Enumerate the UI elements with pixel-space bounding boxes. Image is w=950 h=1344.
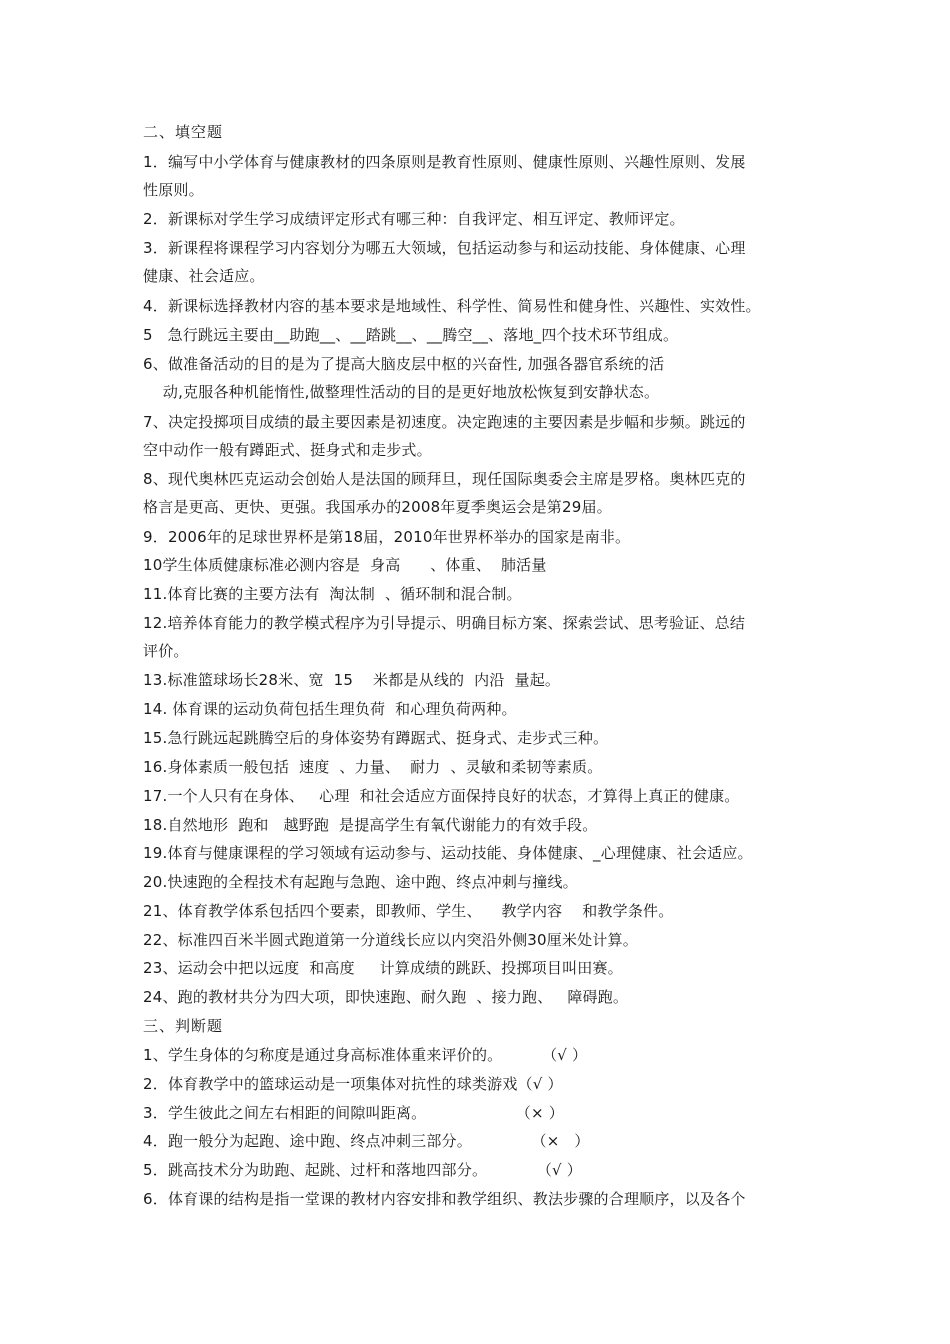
text-line: 评价。	[143, 642, 189, 660]
text-line: 3．学生彼此之间左右相距的间隙叫距离。 （× ）	[143, 1104, 564, 1122]
text-line: 13.标准篮球场长28米、宽 15 米都是从线的 内沿 量起。	[143, 671, 561, 689]
text-line: 性原则。	[143, 181, 204, 199]
text-line: 7、决定投掷项目成绩的最主要因素是初速度。决定跑速的主要因素是步幅和步频。跳远的	[143, 413, 746, 431]
text-line: 5 急行跳远主要由__助跑__、__踏跳__、__腾空__、落地_四个技术环节组成。	[143, 326, 679, 344]
text-line: 10学生体质健康标准必测内容是 身高 、体重、 肺活量	[143, 556, 547, 574]
text-line: 2．新课标对学生学习成绩评定形式有哪三种：自我评定、相互评定、教师评定。	[143, 210, 685, 228]
text-line: 健康、社会适应。	[143, 267, 265, 285]
text-line: 21、体育教学体系包括四个要素，即教师、学生、 教学内容 和教学条件。	[143, 902, 674, 920]
text-line: 9．2006年的足球世界杯是第18届，2010年世界杯举办的国家是南非。	[143, 528, 631, 546]
text-line: 18.自然地形 跑和 越野跑 是提高学生有氧代谢能力的有效手段。	[143, 816, 598, 834]
text-line: 6、做准备活动的目的是为了提高大脑皮层中枢的兴奋性, 加强各器官系统的活	[143, 355, 665, 373]
text-line: 16.身体素质一般包括 速度 、力量、 耐力 、灵敏和柔韧等素质。	[143, 758, 603, 776]
text-line: 4．新课标选择教材内容的基本要求是地域性、科学性、简易性和健身性、兴趣性、实效性。	[143, 297, 761, 315]
text-line: 23、运动会中把以远度 和高度 计算成绩的跳跃、投掷项目叫田赛。	[143, 959, 623, 977]
text-line: 19.体育与健康课程的学习领域有运动参与、运动技能、身体健康、_心理健康、社会适应。	[143, 844, 753, 862]
text-line: 动,克服各种机能惰性,做整理性活动的目的是更好地放松恢复到安静状态。	[143, 383, 660, 401]
text-line: 格言是更高、更快、更强。我国承办的2008年夏季奥运会是第29届。	[143, 498, 612, 516]
text-line: 22、标准四百米半圆式跑道第一分道线长应以内突沿外侧30厘米处计算。	[143, 931, 638, 949]
text-line: 8、现代奥林匹克运动会创始人是法国的顾拜旦，现任国际奥委会主席是罗格。奥林匹克的	[143, 470, 746, 488]
text-line: 14. 体育课的运动负荷包括生理负荷 和心理负荷两种。	[143, 700, 517, 718]
section-heading: 三、判断题	[143, 1017, 224, 1035]
text-line: 5．跳高技术分为助跑、起跳、过杆和落地四部分。 （√ ）	[143, 1161, 582, 1179]
text-line: 15.急行跳远起跳腾空后的身体姿势有蹲踞式、挺身式、走步式三种。	[143, 729, 609, 747]
text-line: 1．编写中小学体育与健康教材的四条原则是教育性原则、健康性原则、兴趣性原则、发展	[143, 153, 746, 171]
section-heading: 二、填空题	[143, 123, 224, 141]
text-line: 12.培养体育能力的教学模式程序为引导提示、明确目标方案、探索尝试、思考验证、总结	[143, 614, 746, 632]
text-line: 1、学生身体的匀称度是通过身高标准体重来评价的。 （√ ）	[143, 1046, 588, 1064]
text-line: 11.体育比赛的主要方法有 淘汰制 、循环制和混合制。	[143, 585, 522, 603]
text-line: 20.快速跑的全程技术有起跑与急跑、途中跑、终点冲刺与撞线。	[143, 873, 578, 891]
text-line: 3．新课程将课程学习内容划分为哪五大领域，包括运动参与和运动技能、身体健康、心理	[143, 239, 746, 257]
text-line: 2．体育教学中的篮球运动是一项集体对抗性的球类游戏（√ ）	[143, 1075, 563, 1093]
text-line: 4．跑一般分为起跑、途中跑、终点冲刺三部分。 （× ）	[143, 1132, 590, 1150]
text-line: 17.一个人只有在身体、 心理 和社会适应方面保持良好的状态，才算得上真正的健康。	[143, 787, 740, 805]
text-line: 空中动作一般有蹲距式、挺身式和走步式。	[143, 441, 432, 459]
text-line: 6．体育课的结构是指一堂课的教材内容安排和教学组织、教法步骤的合理顺序，以及各个	[143, 1190, 746, 1208]
text-line: 24、跑的教材共分为四大项，即快速跑、耐久跑 、接力跑、 障碍跑。	[143, 988, 629, 1006]
